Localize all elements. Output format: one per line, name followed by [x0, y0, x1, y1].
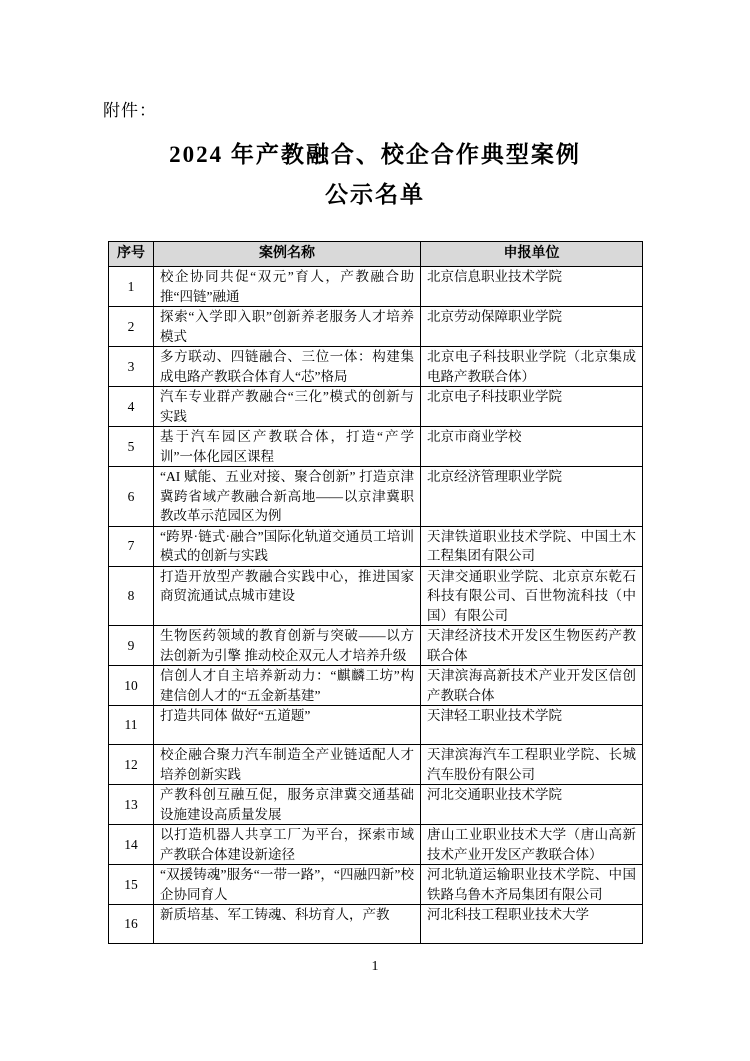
row-case-name: 基于汽车园区产教联合体，打造“产学训”一体化园区课程 — [154, 427, 421, 467]
table-row — [109, 347, 643, 387]
row-serial-number: 4 — [109, 387, 154, 427]
row-applicant-unit: 天津滨海汽车工程职业学院、长城汽车股份有限公司 — [421, 745, 643, 785]
row-case-name: 校企融合聚力汽车制造全产业链适配人才培养创新实践 — [154, 745, 421, 785]
row-applicant-unit: 天津轻工职业技术学院 — [421, 706, 643, 745]
row-serial-number: 7 — [109, 526, 154, 566]
row-case-name: 探索“入学即入职”创新养老服务人才培养模式 — [154, 307, 421, 347]
row-serial-number: 12 — [109, 745, 154, 785]
row-applicant-unit: 北京电子科技职业学院（北京集成电路产教联合体） — [421, 347, 643, 387]
row-case-name: 信创人才自主培养新动力：“麒麟工坊”构建信创人才的“五金新基建” — [154, 666, 421, 706]
row-case-name: 打造共同体 做好“五道题” — [154, 706, 421, 745]
row-case-name: “AI 赋能、五业对接、聚合创新” 打造京津冀跨省域产教融合新高地——以京津冀职教改革示范园区为例 — [154, 467, 421, 527]
row-case-name: 新质培基、军工铸魂、科坊育人，产教 — [154, 905, 421, 944]
header-serial-number: 序号 — [109, 242, 154, 267]
row-serial-number: 16 — [109, 905, 154, 944]
table-row — [109, 825, 643, 865]
row-case-name: 产教科创互融互促，服务京津冀交通基础设施建设高质量发展 — [154, 785, 421, 825]
table-row — [109, 666, 643, 706]
cases-table — [108, 241, 643, 944]
attachment-label: 附件： — [103, 101, 157, 120]
header-applicant-unit: 申报单位 — [421, 242, 643, 267]
row-applicant-unit: 天津经济技术开发区生物医药产教联合体 — [421, 626, 643, 666]
row-case-name: 校企协同共促“双元”育人，产教融合助推“四链”融通 — [154, 267, 421, 307]
table-row — [109, 566, 643, 626]
row-applicant-unit: 河北轨道运输职业技术学院、中国铁路乌鲁木齐局集团有限公司 — [421, 865, 643, 905]
row-applicant-unit: 北京信息职业技术学院 — [421, 267, 643, 307]
row-applicant-unit: 天津交通职业学院、北京京东乾石科技有限公司、百世物流科技（中国）有限公司 — [421, 566, 643, 626]
row-serial-number: 5 — [109, 427, 154, 467]
table-row — [109, 267, 643, 307]
row-serial-number: 2 — [109, 307, 154, 347]
document-title-line2: 公示名单 — [325, 182, 425, 207]
row-serial-number: 9 — [109, 626, 154, 666]
row-case-name: “双援铸魂”服务“一带一路”，“四融四新”校企协同育人 — [154, 865, 421, 905]
row-applicant-unit: 北京电子科技职业学院 — [421, 387, 643, 427]
table-row — [109, 745, 643, 785]
row-case-name: 多方联动、四链融合、三位一体：构建集成电路产教联合体育人“芯”格局 — [154, 347, 421, 387]
table-header-row — [109, 242, 643, 267]
table-row — [109, 307, 643, 347]
page-number: 1 — [371, 959, 379, 974]
row-case-name: 生物医药领域的教育创新与突破——以方法创新为引擎 推动校企双元人才培养升级 — [154, 626, 421, 666]
table-row — [109, 526, 643, 566]
table-row — [109, 905, 643, 944]
row-applicant-unit: 北京经济管理职业学院 — [421, 467, 643, 527]
row-applicant-unit: 北京劳动保障职业学院 — [421, 307, 643, 347]
row-serial-number: 13 — [109, 785, 154, 825]
table-row — [109, 427, 643, 467]
row-serial-number: 10 — [109, 666, 154, 706]
row-serial-number: 1 — [109, 267, 154, 307]
row-serial-number: 3 — [109, 347, 154, 387]
row-applicant-unit: 唐山工业职业技术大学（唐山高新技术产业开发区产教联合体） — [421, 825, 643, 865]
table-row — [109, 865, 643, 905]
row-serial-number: 14 — [109, 825, 154, 865]
row-case-name: 汽车专业群产教融合“三化”模式的创新与实践 — [154, 387, 421, 427]
document-title-line1: 2024 年产教融合、校企合作典型案例 — [169, 142, 581, 167]
table-row — [109, 785, 643, 825]
row-serial-number: 11 — [109, 706, 154, 745]
table-row — [109, 467, 643, 527]
row-case-name: 打造开放型产教融合实践中心，推进国家商贸流通试点城市建设 — [154, 566, 421, 626]
table-row — [109, 387, 643, 427]
row-case-name: 以打造机器人共享工厂为平台，探索市域产教联合体建设新途径 — [154, 825, 421, 865]
row-serial-number: 8 — [109, 566, 154, 626]
row-applicant-unit: 河北科技工程职业技术大学 — [421, 905, 643, 944]
row-applicant-unit: 河北交通职业技术学院 — [421, 785, 643, 825]
row-case-name: “跨界·链式·融合”国际化轨道交通员工培训模式的创新与实践 — [154, 526, 421, 566]
header-case-name: 案例名称 — [154, 242, 421, 267]
row-serial-number: 6 — [109, 467, 154, 527]
table-row — [109, 706, 643, 745]
row-serial-number: 15 — [109, 865, 154, 905]
row-applicant-unit: 天津铁道职业技术学院、中国土木工程集团有限公司 — [421, 526, 643, 566]
row-applicant-unit: 天津滨海高新技术产业开发区信创产教联合体 — [421, 666, 643, 706]
table-row — [109, 626, 643, 666]
row-applicant-unit: 北京市商业学校 — [421, 427, 643, 467]
